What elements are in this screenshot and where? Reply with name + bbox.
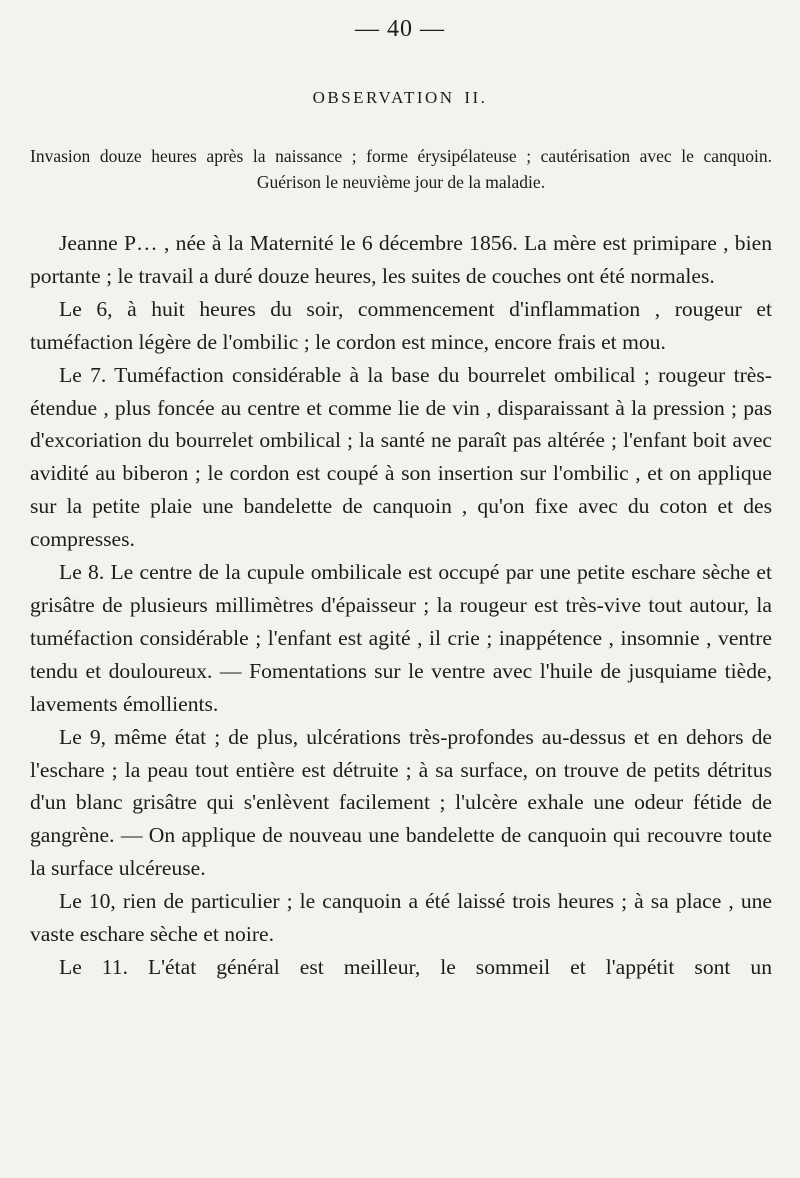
paragraph-day-7: Le 7. Tuméfaction considérable à la base du bourrelet ombilical ; rougeur très-étendue , plus foncée au centre et comme lie de vin , disparaissant à la pression ; pas d'excoriation du bourrelet ombilical ; la santé ne paraît pas altérée ; l'enfant boit avec avidité au biberon ; le cordon est coupé à son insertion sur l'ombilic , et on applique sur la petite plaie une bandelette de canquoin , qu'on fixe avec du coton et des compresses. [30, 362, 772, 552]
paragraph-day-9: Le 9, même état ; de plus, ulcérations très-profondes au-dessus et en dehors de l'eschare ; la peau tout entière est détruite ; à sa surface, on trouve de petits détritus d'un blanc grisâtre qui s'enlèvent facilement ; l'ulcère exhale une odeur fétide de gangrène. — On applique de nouveau une bandelette de canquoin qui recouvre toute la surface ulcéreuse. [30, 724, 772, 881]
paragraph-day-11: Le 11. L'état général est meilleur, le sommeil et l'appétit sont un [59, 954, 772, 979]
paragraph-day-8: Le 8. Le centre de la cupule ombilicale est occupé par une petite eschare sèche et grisâtre de plusieurs millimètres d'épaisseur ; la rougeur est très-vive tout autour, la tuméfaction considérable ; l'enfant est agité , il crie ; inappétence , insomnie , ventre tendu et douloureux. — Fomentations sur le ventre avec l'huile de jusquiame tiède, lavements émollients. [30, 560, 772, 716]
observation-body [30, 227, 772, 984]
observation-title: OBSERVATION II. [312, 88, 488, 107]
observation-summary: Invasion douze heures après la naissance ; forme érysipélateuse ; cautérisation avec le canquoin. Guérison le neuvième jour de la maladie. [30, 146, 772, 192]
paragraph-patient-history: Jeanne P… , née à la Maternité le 6 décembre 1856. La mère est primipare , bien portante ; le travail a duré douze heures, les suites de couches ont été normales. [30, 231, 772, 288]
page-number: — 40 — [355, 16, 445, 42]
paragraph-day-10: Le 10, rien de particulier ; le canquoin a été laissé trois heures ; à sa place , une vaste eschare sèche et noire. [30, 889, 772, 947]
paragraph-day-6: Le 6, à huit heures du soir, commencement d'inflammation , rougeur et tuméfaction légère de l'ombilic ; le cordon est mince, encore frais et mou. [30, 296, 772, 354]
